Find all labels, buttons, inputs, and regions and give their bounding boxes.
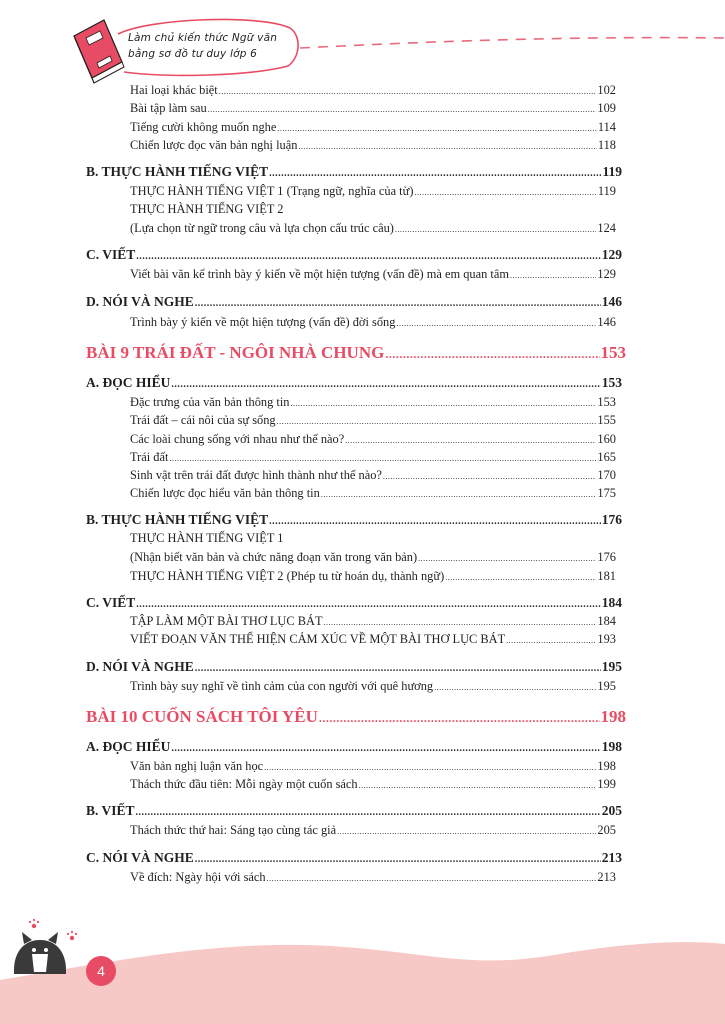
toc-entry-heading[interactable]: THỰC HÀNH TIẾNG VIỆT 1 bbox=[130, 531, 284, 545]
page-header bbox=[0, 0, 725, 90]
toc-entry-title: Trái đất bbox=[130, 450, 169, 464]
toc-entry[interactable] bbox=[130, 823, 616, 838]
toc-entry-heading[interactable]: THỰC HÀNH TIẾNG VIỆT 2 bbox=[130, 202, 284, 216]
toc-lesson[interactable] bbox=[86, 707, 626, 727]
toc-lesson-title: BÀI 9 TRÁI ĐẤT - NGÔI NHÀ CHUNG bbox=[86, 343, 385, 362]
toc-entry-page: 181 bbox=[597, 569, 616, 583]
toc-entry[interactable] bbox=[130, 759, 616, 774]
toc-entry-page: 184 bbox=[597, 614, 616, 628]
toc-entry-title: VIẾT ĐOẠN VĂN THỂ HIỆN CẢM XÚC VỀ MỘT BÀI THƠ LỤC BÁT bbox=[130, 632, 506, 646]
toc-entry-page: 160 bbox=[597, 432, 616, 446]
toc-entry-page: 114 bbox=[597, 120, 616, 134]
toc-entry-title: TẬP LÀM MỘT BÀI THƠ LỤC BÁT bbox=[130, 614, 323, 628]
header-title-line1: Làm chủ kiến thức Ngữ văn bbox=[128, 32, 278, 44]
toc-section-page: 198 bbox=[601, 739, 622, 754]
toc-entry[interactable] bbox=[130, 450, 616, 465]
toc-entry-page: 155 bbox=[597, 413, 616, 427]
toc-entry-page: 129 bbox=[597, 267, 616, 281]
toc-entry[interactable] bbox=[130, 486, 616, 501]
toc-entry-title: Đặc trưng của văn bản thông tin bbox=[130, 395, 290, 409]
toc-entry-title: Bài tập làm sau bbox=[130, 101, 207, 115]
toc-section-page: 176 bbox=[601, 512, 622, 527]
toc-section-page: 146 bbox=[601, 294, 622, 309]
toc-entry-title: Sinh vật trên trái đất được hình thành như thế nào? bbox=[130, 468, 382, 482]
toc-section-title: C. VIẾT bbox=[86, 595, 136, 610]
toc-section[interactable] bbox=[86, 803, 622, 819]
toc-section[interactable] bbox=[86, 850, 622, 866]
toc-entry[interactable] bbox=[130, 614, 616, 629]
toc-entry-page: 118 bbox=[597, 138, 616, 152]
toc-entry-title: Trình bày ý kiến về một hiện tượng (vấn đề) đời sống bbox=[130, 315, 396, 329]
toc-section-page: 119 bbox=[602, 164, 622, 179]
toc-entry-title: Hai loại khác biệt bbox=[130, 83, 218, 97]
toc-entry-page: 109 bbox=[597, 101, 616, 115]
toc-entry-title: Về đích: Ngày hội với sách bbox=[130, 870, 266, 884]
toc-entry[interactable] bbox=[130, 138, 616, 153]
header-title-line2: bằng sơ đồ tư duy lớp 6 bbox=[128, 48, 258, 60]
toc-entry-title: THỰC HÀNH TIẾNG VIỆT 1 (Trạng ngữ, nghĩa của từ) bbox=[130, 184, 414, 198]
toc-lesson-page: 153 bbox=[600, 343, 626, 362]
toc-section-page: 184 bbox=[601, 595, 622, 610]
toc-entry-title: Các loài chung sống với nhau như thế nào? bbox=[130, 432, 345, 446]
toc-entry-page: 170 bbox=[597, 468, 616, 482]
toc-entry-page: 119 bbox=[597, 184, 616, 198]
toc-entry-page: 176 bbox=[597, 550, 616, 564]
toc-entry-page: 153 bbox=[597, 395, 616, 409]
toc-section-title: A. ĐỌC HIỂU bbox=[86, 739, 171, 754]
toc-section[interactable] bbox=[86, 294, 622, 310]
toc-entry-title: Chiến lược đọc văn bản nghị luận bbox=[130, 138, 298, 152]
header-title bbox=[128, 30, 298, 62]
toc-section-page: 153 bbox=[601, 375, 622, 390]
toc-entry-title: (Nhận biết văn bản và chức năng đoạn văn trong văn bản) bbox=[130, 550, 418, 564]
toc-entry-page: 146 bbox=[597, 315, 616, 329]
toc-entry[interactable] bbox=[130, 777, 616, 792]
page-footer bbox=[0, 900, 725, 1024]
toc-entry[interactable] bbox=[130, 120, 616, 135]
toc-section-title: B. THỰC HÀNH TIẾNG VIỆT bbox=[86, 512, 269, 527]
toc-section-title: C. NÓI VÀ NGHE bbox=[86, 850, 194, 865]
toc-section-page: 195 bbox=[601, 659, 622, 674]
toc-section-title: A. ĐỌC HIỂU bbox=[86, 375, 171, 390]
toc-entry[interactable] bbox=[130, 569, 616, 584]
toc-lesson[interactable] bbox=[86, 343, 626, 363]
toc-entry-title: Viết bài văn kể trình bày ý kiến về một hiện tượng (vấn đề) mà em quan tâm bbox=[130, 267, 509, 281]
toc-entry-page: 198 bbox=[597, 759, 616, 773]
toc-section[interactable] bbox=[86, 595, 622, 611]
toc-entry-title: Tiếng cười không muốn nghe bbox=[130, 120, 277, 134]
toc-section[interactable] bbox=[86, 375, 622, 391]
toc-entry[interactable] bbox=[130, 315, 616, 330]
toc-section[interactable] bbox=[86, 739, 622, 755]
toc-entry-page: 124 bbox=[597, 221, 616, 235]
toc-section-page: 213 bbox=[601, 850, 622, 865]
toc-entry[interactable] bbox=[130, 83, 616, 98]
header-decoration bbox=[0, 0, 725, 90]
toc-entry[interactable] bbox=[130, 679, 616, 694]
cat-icon bbox=[14, 932, 66, 974]
toc-entry-page: 175 bbox=[597, 486, 616, 500]
toc-entry-title: THỰC HÀNH TIẾNG VIỆT 2 (Phép tu từ hoán dụ, thành ngữ) bbox=[130, 569, 445, 583]
toc-entry-page: 165 bbox=[597, 450, 616, 464]
toc-section-title: D. NÓI VÀ NGHE bbox=[86, 659, 194, 674]
toc-entry[interactable] bbox=[130, 432, 616, 447]
toc-section-page: 129 bbox=[601, 247, 622, 262]
toc-section[interactable] bbox=[86, 247, 622, 263]
toc-section[interactable] bbox=[86, 164, 622, 180]
toc-entry-page: 193 bbox=[597, 632, 616, 646]
header-dashed-line bbox=[300, 38, 725, 48]
toc-entry-page: 199 bbox=[597, 777, 616, 791]
toc-entry[interactable] bbox=[130, 184, 616, 199]
toc-entry[interactable] bbox=[130, 101, 616, 116]
toc-entry-title: Văn bản nghị luận văn học bbox=[130, 759, 264, 773]
toc-entry[interactable] bbox=[130, 468, 616, 483]
toc-entry-title: Trình bày suy nghĩ về tình cảm của con người với quê hương bbox=[130, 679, 434, 693]
toc-entry-title: Trái đất – cái nôi của sự sống bbox=[130, 413, 276, 427]
toc-entry[interactable] bbox=[130, 413, 616, 428]
toc-entry[interactable] bbox=[130, 267, 616, 282]
toc-entry-title: Thách thức thứ hai: Sáng tạo cùng tác giả bbox=[130, 823, 337, 837]
toc-entry-title: (Lựa chọn từ ngữ trong câu và lựa chọn cấu trúc câu) bbox=[130, 221, 394, 235]
toc-entry-page: 195 bbox=[597, 679, 616, 693]
toc-section-title: C. VIẾT bbox=[86, 247, 136, 262]
toc-section[interactable] bbox=[86, 512, 622, 528]
toc-entry[interactable] bbox=[130, 395, 616, 410]
book-icon bbox=[74, 20, 124, 83]
page-number-badge: 4 bbox=[86, 956, 116, 986]
toc-section-page: 205 bbox=[601, 803, 622, 818]
toc-entry-title: Chiến lược đọc hiểu văn bản thông tin bbox=[130, 486, 320, 500]
toc-section[interactable] bbox=[86, 659, 622, 675]
toc-entry[interactable] bbox=[130, 221, 616, 236]
toc-entry-page: 205 bbox=[597, 823, 616, 837]
toc-entry[interactable] bbox=[130, 550, 616, 565]
toc-section-title: B. VIẾT bbox=[86, 803, 135, 818]
toc-entry-page: 102 bbox=[597, 83, 616, 97]
toc-lesson-title: BÀI 10 CUỐN SÁCH TÔI YÊU bbox=[86, 707, 318, 726]
toc-entry[interactable] bbox=[130, 870, 616, 885]
toc-section-title: D. NÓI VÀ NGHE bbox=[86, 294, 194, 309]
toc-section-title: B. THỰC HÀNH TIẾNG VIỆT bbox=[86, 164, 269, 179]
toc-entry-page: 213 bbox=[597, 870, 616, 884]
toc-lesson-page: 198 bbox=[600, 707, 626, 726]
toc-entry-title: Thách thức đầu tiên: Mỗi ngày một cuốn sách bbox=[130, 777, 358, 791]
toc-entry[interactable] bbox=[130, 632, 616, 647]
